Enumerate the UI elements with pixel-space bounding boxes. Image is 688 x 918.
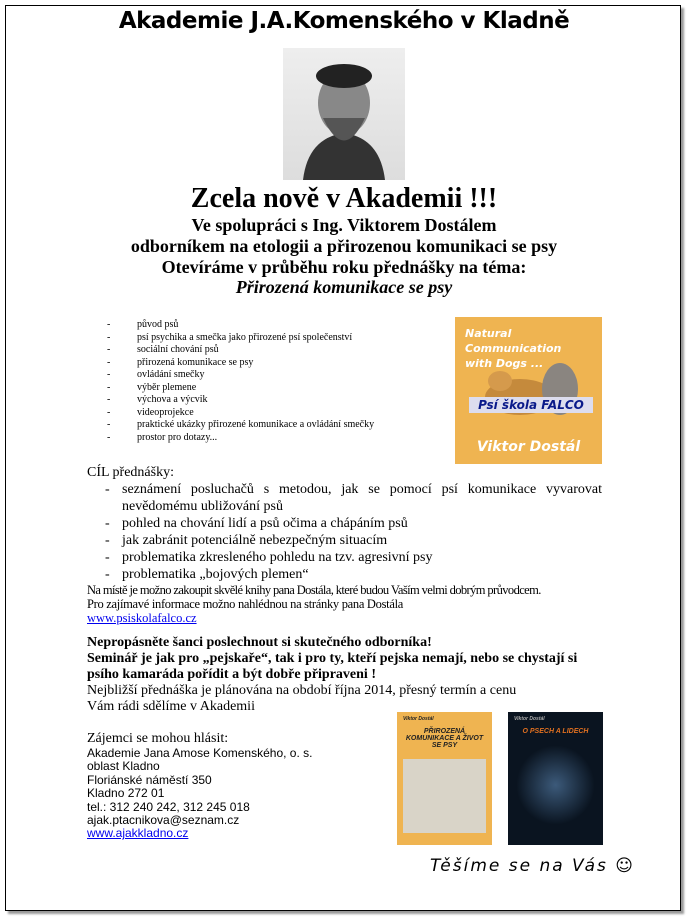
list-item: - původ psů — [100, 319, 374, 332]
book-author: Viktor Dostál — [514, 716, 545, 722]
falco-image — [455, 317, 602, 464]
info-text: Pro zajímavé informace možno nahlédnou na stránky pana Dostála — [87, 597, 404, 611]
list-item: - praktické ukázky přirozené komunikace a ovládání smečky — [100, 419, 374, 432]
subheading: Otevíráme v průběhu roku přednášky na téma: — [161, 257, 527, 277]
call-to-action: Nepropásněte šanci poslechnout si skutečného odborníka! — [87, 635, 432, 650]
falco-line: with Dogs ... — [465, 357, 544, 370]
list-item: - psí psychika a smečka jako přirozené psí společenství — [100, 332, 374, 345]
book-cover-1 — [397, 712, 492, 845]
portrait-image — [283, 48, 405, 180]
list-item: - výběr plemene — [100, 382, 374, 395]
topic-list — [100, 319, 374, 444]
book-title: O PSECH A LIDECH — [522, 728, 589, 735]
contact-line: Akademie Jana Amose Komenského, o. s. — [87, 746, 313, 760]
seminar-info: Seminář je jak pro „pejskaře“, tak i pro ty, kteří pejska nemají, nebo se chystají si psího kamaráda pořídit a být dobře připraveni ! — [87, 651, 578, 682]
contact-section — [87, 730, 312, 841]
contact-line: oblast Kladno — [87, 759, 160, 774]
goals-heading: CÍL přednášky: — [87, 465, 174, 480]
list-item: - ovládání smečky — [100, 369, 374, 382]
contact-phone: tel.: 312 240 242, 312 245 018 — [87, 799, 250, 814]
book-photo — [516, 745, 595, 825]
contact-email[interactable]: ajak.ptacnikova@seznam.cz — [87, 813, 240, 828]
goal-item: - jak zabránit potenciálně nebezpečným situacím — [87, 532, 602, 549]
headline: Zcela nově v Akademii !!! — [190, 183, 498, 214]
psiskolafalco-link[interactable]: www.psiskolafalco.cz — [87, 611, 197, 625]
books-text: Na místě je možno zakoupit skvělé knihy pana Dostála, které budou Vaším velmi dobrým průvodcem. — [87, 583, 541, 597]
goal-item: - pohled na chování lidí a psů očima a chápáním psů — [87, 515, 602, 532]
goal-item: - seznámení posluchačů s metodou, jak se pomocí psí komunikace vyvarovat nevědomému ubližování psů — [87, 481, 602, 515]
page-title: Akademie J.A.Komenského v Kladně — [118, 8, 570, 34]
contact-line: Kladno 272 01 — [87, 786, 165, 801]
falco-school: Psí škola FALCO — [469, 397, 593, 413]
book-photo — [403, 759, 486, 833]
goal-item: - problematika zkresleného pohledu na tzv. agresivní psy — [87, 549, 602, 566]
contact-line: Floriánské náměstí 350 — [87, 772, 212, 787]
subheading: odborníkem na etologii a přirozenou komunikaci se psy — [130, 236, 558, 256]
list-item: - přirozená komunikace se psy — [100, 357, 374, 370]
next-lecture: Nejbližší přednáška je plánována na období října 2014, přesný termín a cenu — [87, 683, 517, 698]
contact-heading: Zájemci se mohou hlásit: — [87, 731, 229, 746]
subheading: Ve spolupráci s Ing. Viktorem Dostálem — [191, 215, 497, 235]
book-author: Viktor Dostál — [403, 716, 434, 722]
list-item: - sociální chování psů — [100, 344, 374, 357]
list-item: - videoprojekce — [100, 407, 374, 420]
goals-section — [87, 464, 602, 715]
next-lecture: Vám rádi sdělíme v Akademii — [87, 699, 255, 714]
closing-text: Těšíme se na Vás ☺ — [430, 856, 636, 876]
falco-line: Natural Communication — [465, 327, 562, 355]
goal-item: - problematika „bojových plemen“ — [87, 566, 602, 583]
topic: Přirozená komunikace se psy — [235, 277, 453, 297]
list-item: - prostor pro dotazy... — [100, 432, 374, 445]
ajakkladno-link[interactable]: www.ajakkladno.cz — [87, 826, 189, 841]
list-item: - výchova a výcvik — [100, 394, 374, 407]
falco-author: Viktor Dostál — [476, 439, 581, 455]
book-title: PŘIROZENÁ KOMUNIKACE A ŽIVOT SE PSY — [405, 728, 484, 749]
book-cover-2 — [508, 712, 603, 845]
